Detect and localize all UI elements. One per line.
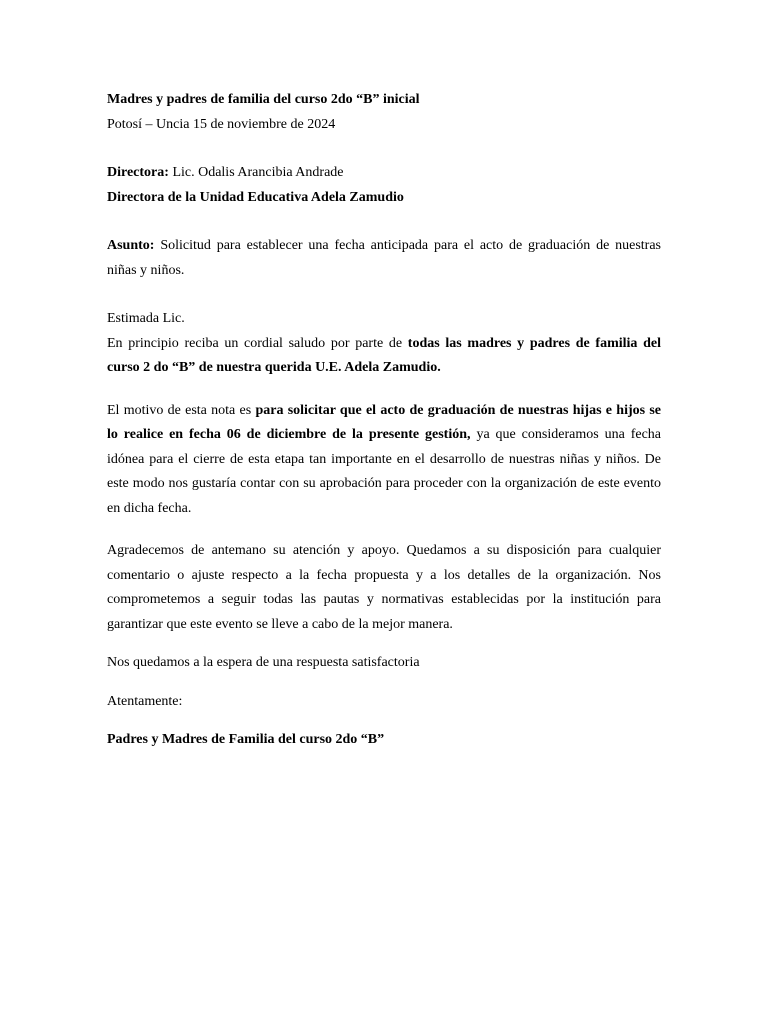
spacer [107, 210, 661, 234]
addressee-label: Directora: [107, 165, 169, 180]
p2-bold: para solicitar que el acto de graduación de nuestras hijas e hijos se lo realice en fecha 06 de diciembre de la presente gestión, [107, 402, 661, 442]
p1-bold: todas las madres y padres de familia del curso 2 do “B” de nuestra querida U.E. Adela Zamudio. [107, 335, 662, 375]
spacer [107, 714, 661, 728]
subject-text: Solicitud para establecer una fecha anticipada para el acto de graduación de nuestras niñas y niños. [107, 238, 661, 278]
addressee-name: Lic. Odalis Arancibia Andrade [172, 165, 344, 180]
spacer [107, 283, 661, 307]
subject-label: Asunto: [107, 238, 155, 253]
paragraph-thanks: Agradecemos de antemano su atención y apoyo. Quedamos a su disposición para cualquier comentario o ajuste respecto a la fecha propuesta y a los detalles de la organización. Nos comprometemos a seguir todas las pautas y normativas establecidas por la institución para garantizar que este evento se lleve a cabo de la mejor manera. [107, 543, 661, 632]
valediction: Atentamente: [107, 693, 183, 709]
spacer [107, 381, 661, 399]
salutation: Estimada Lic. [107, 311, 185, 326]
p2-text-start: El motivo de esta nota es [107, 402, 252, 418]
letter-page [107, 88, 661, 753]
addressee-line [107, 161, 661, 186]
recipients-line: Madres y padres de familia del curso 2do “B” inicial [107, 92, 420, 107]
paragraph-greeting [107, 332, 661, 381]
spacer [107, 637, 661, 651]
place-date: Potosí – Uncia 15 de noviembre de 2024 [107, 116, 336, 132]
spacer [107, 137, 661, 161]
signature: Padres y Madres de Familia del curso 2do “B” [107, 732, 385, 747]
paragraph-request [107, 399, 661, 522]
p1-text: En principio reciba un cordial saludo por parte de [107, 335, 403, 351]
subject-line [107, 234, 661, 283]
spacer [107, 521, 661, 539]
addressee-position: Directora de la Unidad Educativa Adela Zamudio [107, 189, 404, 205]
spacer [107, 676, 661, 690]
paragraph-awaiting: Nos quedamos a la espera de una respuesta satisfactoria [107, 655, 420, 670]
p2-text-end: ya que consideramos una fecha idónea para el cierre de esta etapa tan importante en el desarrollo de nuestras niñas y niños. De este modo nos gustaría contar con su aprobación para proceder con la organización de este evento en dicha fecha. [107, 427, 661, 516]
